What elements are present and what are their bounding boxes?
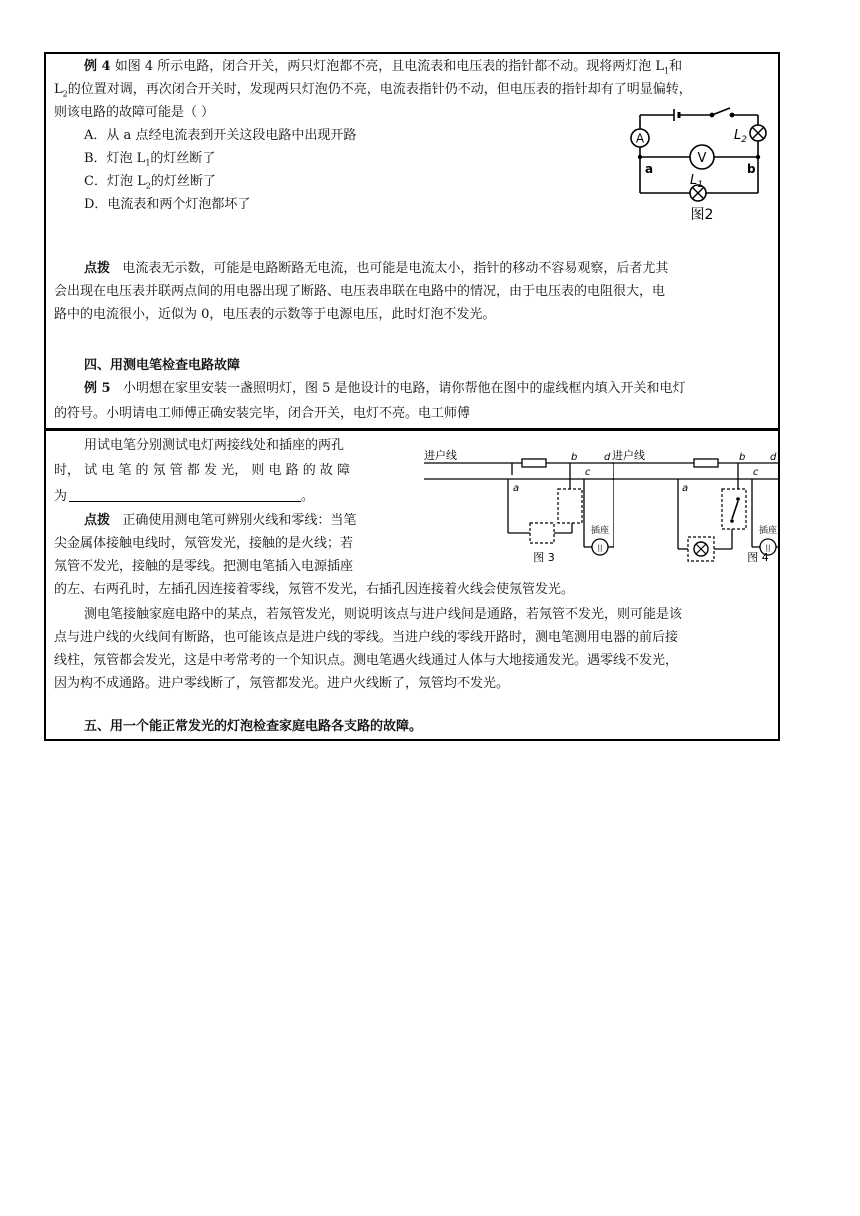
svg-text:d: d bbox=[604, 452, 611, 463]
example-5-box bbox=[44, 429, 780, 741]
ex4-line-2: $L_2$的位置对调，再次闭合开关时，发现两只灯泡仍不亮，电流表指针仍不动，但电压表的指针却有了明显偏转， bbox=[54, 82, 692, 99]
dashed-box-switch bbox=[558, 489, 582, 523]
question-line-3: 为 。 bbox=[54, 489, 315, 504]
dashed-box-switch bbox=[722, 489, 746, 529]
ammeter-label: A bbox=[635, 131, 645, 146]
lamp-l2-icon bbox=[750, 125, 766, 141]
figure-3-circuit bbox=[424, 449, 614, 567]
para-line-2: 点与进户线的火线间有断路，也可能该点是进户线的零线。当进户线的零线开路时，测电笔测用电器的前后接 bbox=[54, 630, 679, 645]
question-line-2: 时， 试 电 笔 的 氖 管 都 发 光， 则 电 路 的 故 障 bbox=[54, 463, 350, 478]
answer-blank[interactable] bbox=[69, 488, 301, 502]
svg-text:b: b bbox=[571, 452, 578, 463]
point-a-label: a bbox=[645, 162, 654, 176]
fig3-inlet-label: 进户线 bbox=[424, 449, 457, 462]
tip2-line-4: 的左、右两孔时，左插孔因连接着零线，氖管不发光，右插孔因连接着火线会使氖管发光。 bbox=[54, 582, 575, 597]
tip1-line-3: 路中的电流很小，近似为 0，电压表的示数等于电源电压，此时灯泡不发光。 bbox=[54, 307, 496, 322]
dashed-box-lamp bbox=[530, 523, 554, 543]
tip2-line-1: 点拨 正确使用测电笔可辨别火线和零线：当笔 bbox=[84, 513, 357, 528]
question-line-1: 用试电笔分别测试电灯两接线处和插座的两孔 bbox=[84, 438, 345, 453]
fig4-socket-label: 插座 bbox=[758, 526, 778, 536]
ex4-line-1: 例 4 如图 4 所示电路，闭合开关，两只灯泡都不亮，且电流表和电压表的指针都不动。现将两灯泡 $L_1$和 bbox=[84, 59, 683, 76]
para-line-3: 线柱，氖管都会发光，这是中考常考的一个知识点。测电笔遇火线通过人体与大地接通发光。遇零线不发光， bbox=[54, 653, 679, 668]
lamp-l2-label: $L_2$ bbox=[734, 128, 747, 145]
fig3-socket-label: 插座 bbox=[590, 526, 610, 536]
figure-2-caption: 图2 bbox=[690, 207, 714, 223]
svg-text:a: a bbox=[682, 483, 689, 494]
figure-2-circuit bbox=[630, 107, 770, 225]
fig4-inlet-label: 进户线 bbox=[612, 449, 645, 462]
tip2-line-3: 氖管不发光，接触的是零线。把测电笔插入电源插座 bbox=[54, 559, 354, 574]
ex5-line-2: 的符号。小明请电工师傅正确安装完毕，闭合开关，电灯不亮。电工师傅 bbox=[54, 406, 471, 421]
para-line-4: 因为构不成通路。进户零线断了，氖管都发光。进户火线断了，氖管均不发光。 bbox=[54, 676, 510, 691]
ex4-option-d: D．电流表和两个灯泡都坏了 bbox=[84, 197, 251, 212]
ex4-option-b: B．灯泡 $L_1$的灯丝断了 bbox=[84, 151, 216, 168]
svg-text:c: c bbox=[753, 467, 759, 478]
section-4-title: 四、用测电笔检查电路故障 bbox=[84, 358, 241, 373]
svg-text:a: a bbox=[513, 483, 520, 494]
section-5-title: 五、用一个能正常发光的灯泡检查家庭电路各支路的故障。 bbox=[84, 719, 423, 734]
svg-text:c: c bbox=[585, 467, 591, 478]
voltmeter-label: V bbox=[697, 151, 707, 166]
tip2-line-2: 尖金属体接触电线时，氖管发光，接触的是火线；若 bbox=[54, 536, 354, 551]
ex4-line-3: 则该电路的故障可能是（ ） bbox=[54, 105, 215, 120]
svg-text:d: d bbox=[770, 452, 777, 463]
point-b-label: b bbox=[747, 162, 756, 176]
lamp-l1-label: $L_1$ bbox=[690, 173, 703, 190]
ex4-option-a: A．从 a 点经电流表到开关这段电路中出现开路 bbox=[84, 128, 357, 143]
ex4-label: 例 4 bbox=[84, 59, 111, 74]
tip1-line-2: 会出现在电压表并联两点间的用电器出现了断路、电压表串联在电路中的情况，由于电压表的电阻很大，电 bbox=[54, 284, 666, 299]
tip2-label: 点拨 bbox=[84, 513, 111, 528]
svg-text:||: || bbox=[597, 544, 603, 552]
tip1-label: 点拨 bbox=[84, 261, 111, 276]
example-4-box bbox=[44, 52, 780, 430]
figure-3-caption: 图 3 bbox=[533, 551, 555, 564]
figure-4-circuit bbox=[612, 449, 780, 567]
ex5-label: 例 5 bbox=[84, 381, 111, 396]
svg-text:||: || bbox=[765, 544, 771, 552]
para-line-1: 测电笔接触家庭电路中的某点，若氖管发光，则说明该点与进户线间是通路，若氖管不发光，则可能是该 bbox=[84, 607, 683, 622]
ex5-line-1: 例 5 小明想在家里安装一盏照明灯，图 5 是他设计的电路，请你帮他在图中的虚线框内填入开关和电灯 bbox=[84, 381, 686, 396]
figure-4-caption: 图 4 bbox=[747, 551, 769, 564]
lamp-icon bbox=[694, 542, 708, 556]
svg-text:b: b bbox=[739, 452, 746, 463]
tip1-line-1: 点拨 电流表无示数，可能是电路断路无电流，也可能是电流太小，指针的移动不容易观察，后者尤其 bbox=[84, 261, 669, 276]
ex4-option-c: C．灯泡 $L_2$的灯丝断了 bbox=[84, 174, 216, 191]
